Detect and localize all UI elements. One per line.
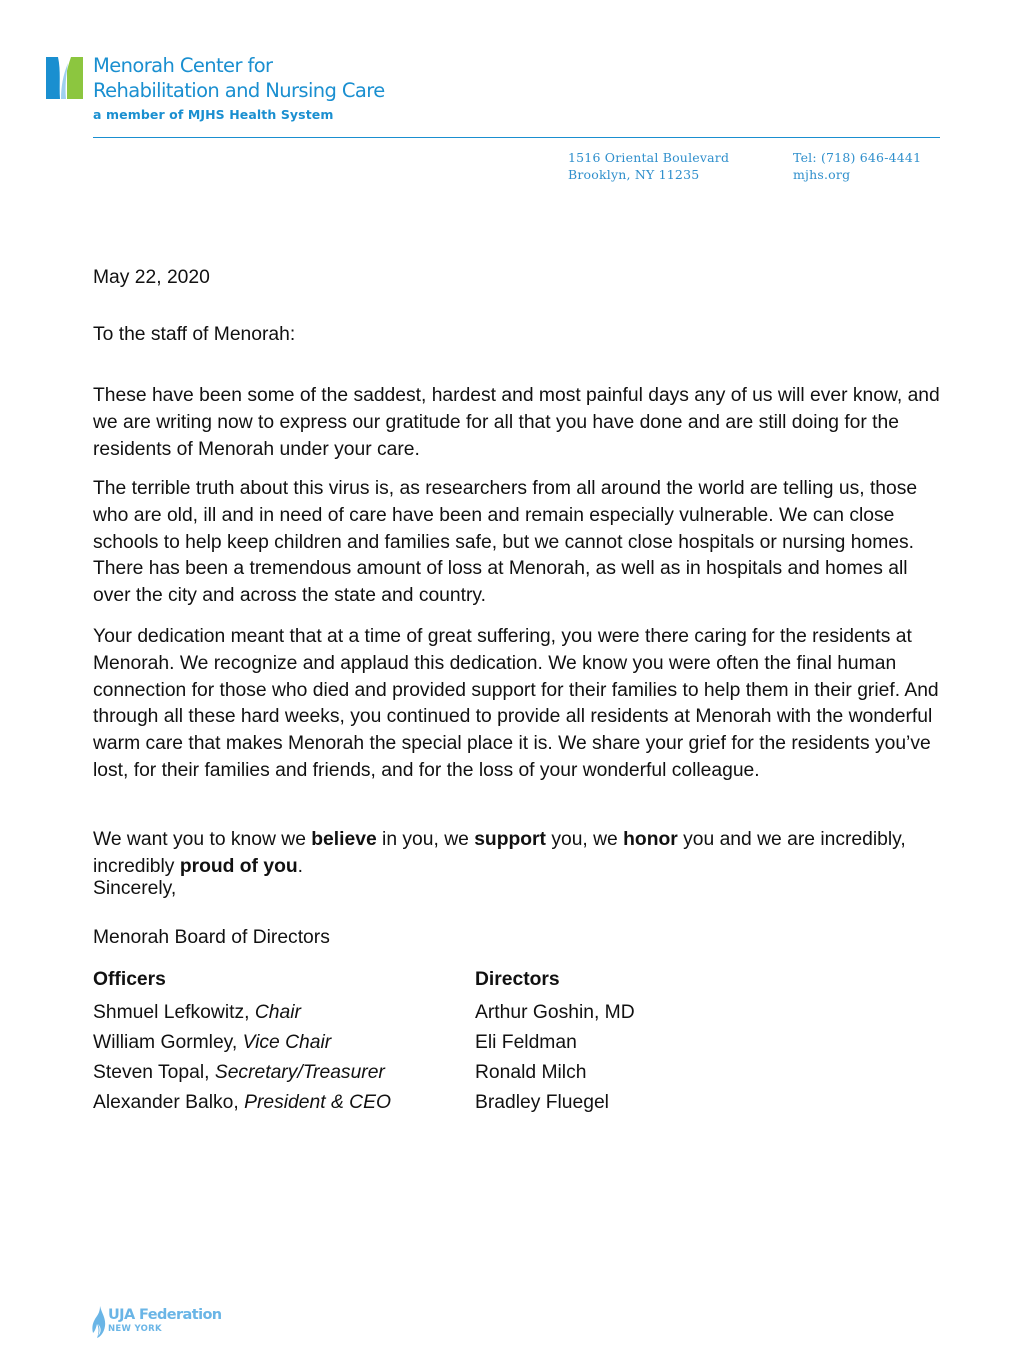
text-span: in you, we (376, 829, 475, 851)
officer-row (93, 1088, 391, 1118)
text-span: you and we are incredibly, incredibly (93, 829, 906, 877)
org-name-line2: Rehabilitation and Nursing Care (93, 79, 385, 102)
address-line1: 1516 Oriental Boulevard (568, 150, 730, 165)
officers-list (93, 965, 391, 1118)
contact-block (793, 149, 921, 183)
body-paragraph-2: The terrible truth about this virus is, as researchers from all around the world are telling us, those who are old, ill and in need of care have been and remain especially vulnerable. We can close schools to help keep children and families safe, but we cannot close hospitals or nursing homes. There has been a tremendous amount of loss at Menorah, as well as in hospitals and homes all over the city and across the state and country. (93, 478, 918, 607)
body-paragraph-3: Your dedication meant that at a time of great suffering, you were there caring for the residents at Menorah. We recognize and applaud this dedication. We know you were often the final human connection for those who died and provided support for their families to help them in their grief. And through all these hard weeks, you continued to provide all residents at Menorah with the wonderful warm care that makes Menorah the special place it is. We share your grief for the residents you’ve lost, for their families and friends, and for the loss of your wonderful colleague. (93, 626, 939, 781)
emphasis-believe: believe (311, 829, 377, 851)
body-paragraph-4 (93, 827, 943, 880)
officer-row (93, 998, 391, 1028)
uja-name: UJA Federation (108, 1307, 222, 1323)
body-paragraph-1: These have been some of the saddest, hardest and most painful days any of us will ever know, and we are writing now to express our gratitude for all that you have done and are still doing for the residents of Menorah under your care. (93, 385, 940, 460)
emphasis-support: support (474, 829, 546, 851)
officer-row (93, 1028, 391, 1058)
officer-title: President & CEO (244, 1092, 391, 1113)
officer-row (93, 1058, 391, 1088)
telephone: Tel: (718) 646-4441 (793, 150, 922, 165)
uja-federation-logo (108, 1307, 222, 1334)
officer-name: William Gormley, (93, 1032, 243, 1053)
menorah-logo-icon (46, 57, 83, 99)
organization-name (93, 53, 385, 103)
directors-heading: Directors (475, 969, 560, 990)
org-name-line1: Menorah Center for (93, 54, 273, 77)
officer-name: Alexander Balko, (93, 1092, 245, 1113)
flame-icon (92, 1306, 106, 1338)
website-link[interactable]: mjhs.org (793, 167, 851, 182)
letter-date: May 22, 2020 (93, 267, 210, 288)
officer-name: Shmuel Lefkowitz, (93, 1002, 255, 1023)
address-line2: Brooklyn, NY 11235 (568, 167, 700, 182)
director-row: Bradley Fluegel (475, 1092, 609, 1113)
salutation: To the staff of Menorah: (93, 324, 296, 345)
officer-name: Steven Topal, (93, 1062, 215, 1083)
address-block (568, 149, 729, 183)
emphasis-honor: honor (623, 829, 678, 851)
officers-heading: Officers (93, 969, 166, 990)
uja-sub: NEW YORK (108, 1324, 162, 1334)
letterhead-divider (93, 137, 940, 138)
officer-title: Chair (254, 1002, 301, 1023)
officer-title: Secretary/Treasurer (214, 1062, 385, 1083)
director-row: Arthur Goshin, MD (475, 1002, 635, 1023)
organization-tagline: a member of MJHS Health System (93, 107, 334, 122)
text-span: you, we (545, 829, 624, 851)
director-row: Ronald Milch (475, 1062, 587, 1083)
signer: Menorah Board of Directors (93, 927, 330, 948)
text-span: We want you to know we (93, 829, 312, 851)
closing: Sincerely, (93, 878, 177, 899)
text-span: . (297, 856, 303, 877)
officer-title: Vice Chair (242, 1032, 332, 1053)
emphasis-proud: proud of you (179, 856, 298, 877)
director-row: Eli Feldman (475, 1032, 577, 1053)
directors-list (475, 965, 635, 1118)
